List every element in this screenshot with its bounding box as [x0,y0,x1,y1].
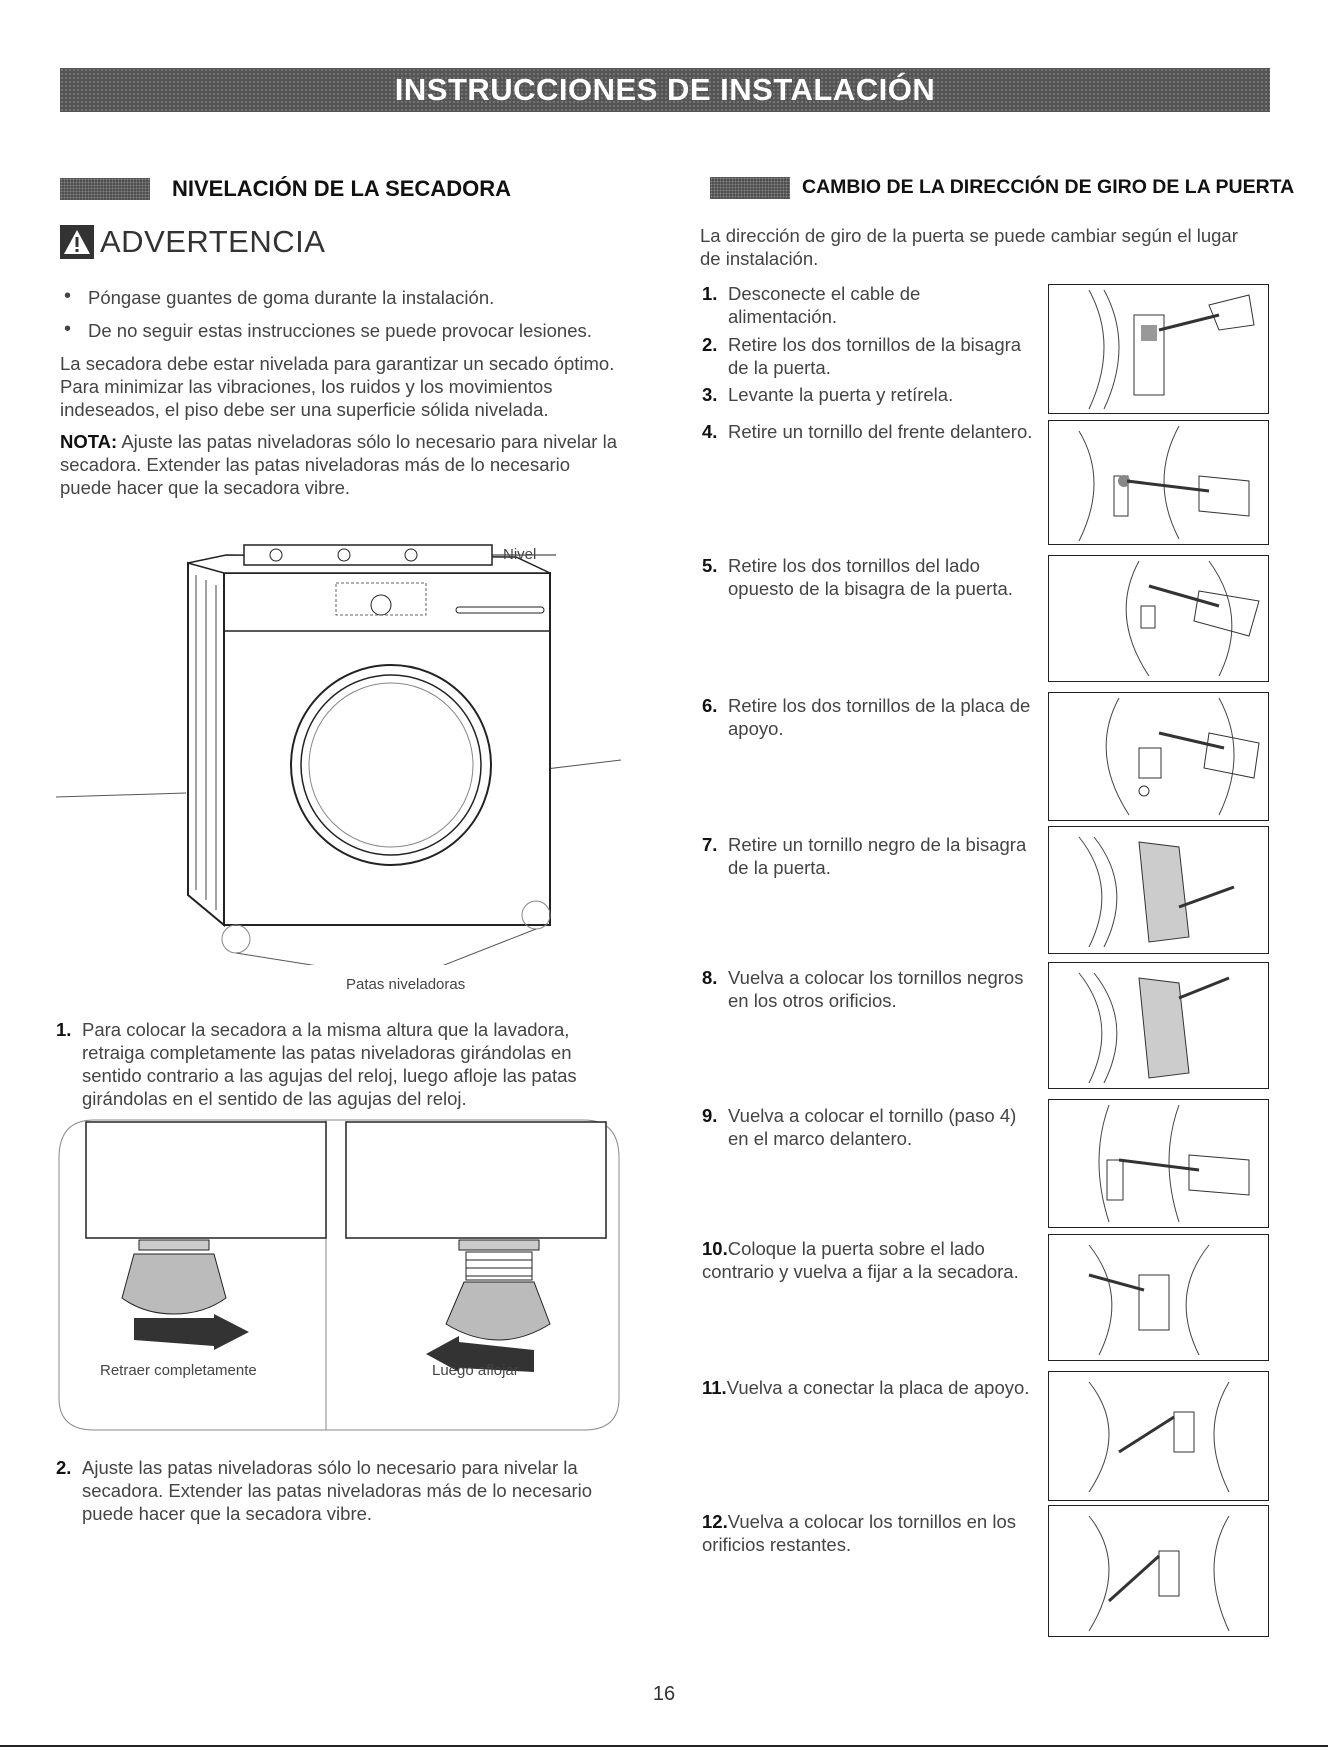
step-number: 10. [702,1238,728,1259]
step-number: 2. [702,334,718,355]
door-step-12 [702,1510,1032,1556]
level-label: Nivel [503,546,537,563]
step-illustration [1048,826,1269,954]
step-text-body: Coloque la puerta sobre el lado contrario y vuelva a fijar a la secadora. [702,1238,1019,1282]
step-text: Retire un tornillo del frente delantero. [728,421,1033,442]
right-section-heading [710,176,1294,199]
step-text: Retire un tornillo negro de la bisagra de la puerta. [728,834,1027,878]
step-number: 7. [702,834,718,855]
door-step-7 [702,833,1042,879]
remaining-screws-illustration [1049,1506,1268,1636]
step-number: 6. [702,695,718,716]
step-text: Desconecte el cable de alimentación. [728,283,921,327]
note-label: NOTA: [60,431,118,452]
feet-label: Patas niveladoras [346,976,466,993]
opposite-hinge-screw-illustration [1049,556,1268,681]
left-section-heading [60,176,511,202]
hinge-screw-illustration [1049,285,1268,413]
bullet-item: • De no seguir estas instrucciones se puede provocar lesiones. [60,319,620,342]
front-screw-illustration [1049,421,1268,544]
step-number: 8. [702,967,718,988]
warning-title: ADVERTENCIA [100,224,326,259]
reinsert-black-screws-illustration [1049,963,1268,1088]
door-step-8 [702,966,1042,1012]
warning-header [60,224,325,260]
right-intro [700,224,1260,270]
bottom-rule [0,1745,1328,1747]
note-text: Ajuste las patas niveladoras sólo lo necesario para nivelar la secadora. Extender las patas niveladoras más de lo necesario puede hacer que la secadora vibre. [60,431,617,498]
step-illustration [1048,284,1269,414]
step-text: Levante la puerta y retírela. [728,384,954,405]
step-text: Retire los dos tornillos de la bisagra de la puerta. [728,334,1022,378]
page-banner [60,68,1270,112]
front-frame-screw-illustration [1049,1100,1268,1227]
retract-caption: Retraer completamente [100,1362,257,1379]
door-step-5 [702,554,1032,600]
step-illustration [1048,962,1269,1089]
step-text [702,1376,1047,1399]
step-text: Vuelva a colocar los tornillos negros en los otros orificios. [728,967,1024,1011]
leveling-feet-figure [54,1118,624,1433]
left-intro [60,286,620,499]
step-illustration [1048,555,1269,682]
door-step-1 [702,282,1002,328]
step-text [702,1510,1032,1556]
step-number: 3. [702,384,718,405]
step-number: 4. [702,421,718,442]
step-text [702,1237,1032,1283]
step-text: Vuelva a colocar el tornillo (paso 4) en el marco delantero. [728,1105,1017,1149]
step-illustration [1048,1505,1269,1637]
page-number: 16 [652,1683,676,1705]
door-step-10 [702,1237,1032,1283]
warning-icon [60,225,94,259]
bullet-item: • Póngase guantes de goma durante la instalación. [60,286,620,309]
door-step-6 [702,694,1042,740]
left-step-2 [56,1456,616,1525]
leveling-paragraph: La secadora debe estar nivelada para garantizar un secado óptimo. Para minimizar las vibraciones, los ruidos y los movimientos indeseados, el piso debe ser una superficie sólida nivelada. [60,353,615,420]
note-paragraph [60,430,620,499]
step-illustration [1048,420,1269,545]
heading-bar [60,178,150,200]
step-illustration [1048,1371,1269,1501]
door-step-2 [702,333,1042,379]
step-text: Retire los dos tornillos del lado opuesto de la bisagra de la puerta. [728,555,1013,599]
door-intro-paragraph: La dirección de giro de la puerta se puede cambiar según el lugar de instalación. [700,225,1238,269]
black-hinge-screw-illustration [1049,827,1268,953]
step-number: 9. [702,1105,718,1126]
support-plate-screw-illustration [1049,693,1268,820]
step-text: Ajuste las patas niveladoras sólo lo necesario para nivelar la secadora. Extender las patas niveladoras más de lo necesario puede hacer que la secadora vibre. [82,1457,593,1524]
step-number: 2. [56,1457,72,1478]
step-number: 11. [702,1377,727,1398]
step-number: 1. [56,1019,72,1040]
step-text: Para colocar la secadora a la misma altura que la lavadora, retraiga completamente las patas niveladoras girándolas en sentido contrario a las agujas del reloj, luego afloje las patas girándolas en el sentido de las agujas del reloj. [82,1019,577,1109]
door-step-11 [702,1376,1047,1399]
heading-bar [710,177,790,199]
step-text: Retire los dos tornillos de la placa de apoyo. [728,695,1031,739]
banner-title: INSTRUCCIONES DE INSTALACIÓN [394,72,936,107]
left-step-1 [56,1018,616,1110]
reattach-door-illustration [1049,1235,1268,1360]
dryer-level-figure [56,535,636,965]
step-illustration [1048,1234,1269,1361]
step-illustration [1048,692,1269,821]
door-step-4 [702,420,1047,443]
door-step-9 [702,1104,1032,1150]
right-heading-text: CAMBIO DE LA DIRECCIÓN DE GIRO DE LA PUERTA [802,176,1295,198]
step-text-body: Vuelva a conectar la placa de apoyo. [726,1377,1030,1398]
step-number: 5. [702,555,718,576]
warning-bullets [60,286,620,342]
door-step-3 [702,383,1042,406]
loosen-caption: Luego aflojar [432,1362,519,1379]
reconnect-plate-illustration [1049,1372,1268,1500]
step-number: 12. [702,1511,728,1532]
step-text-body: Vuelva a colocar los tornillos en los orificios restantes. [702,1511,1016,1555]
step-number: 1. [702,283,718,304]
step-illustration [1048,1099,1269,1228]
left-heading-text: NIVELACIÓN DE LA SECADORA [172,176,511,201]
